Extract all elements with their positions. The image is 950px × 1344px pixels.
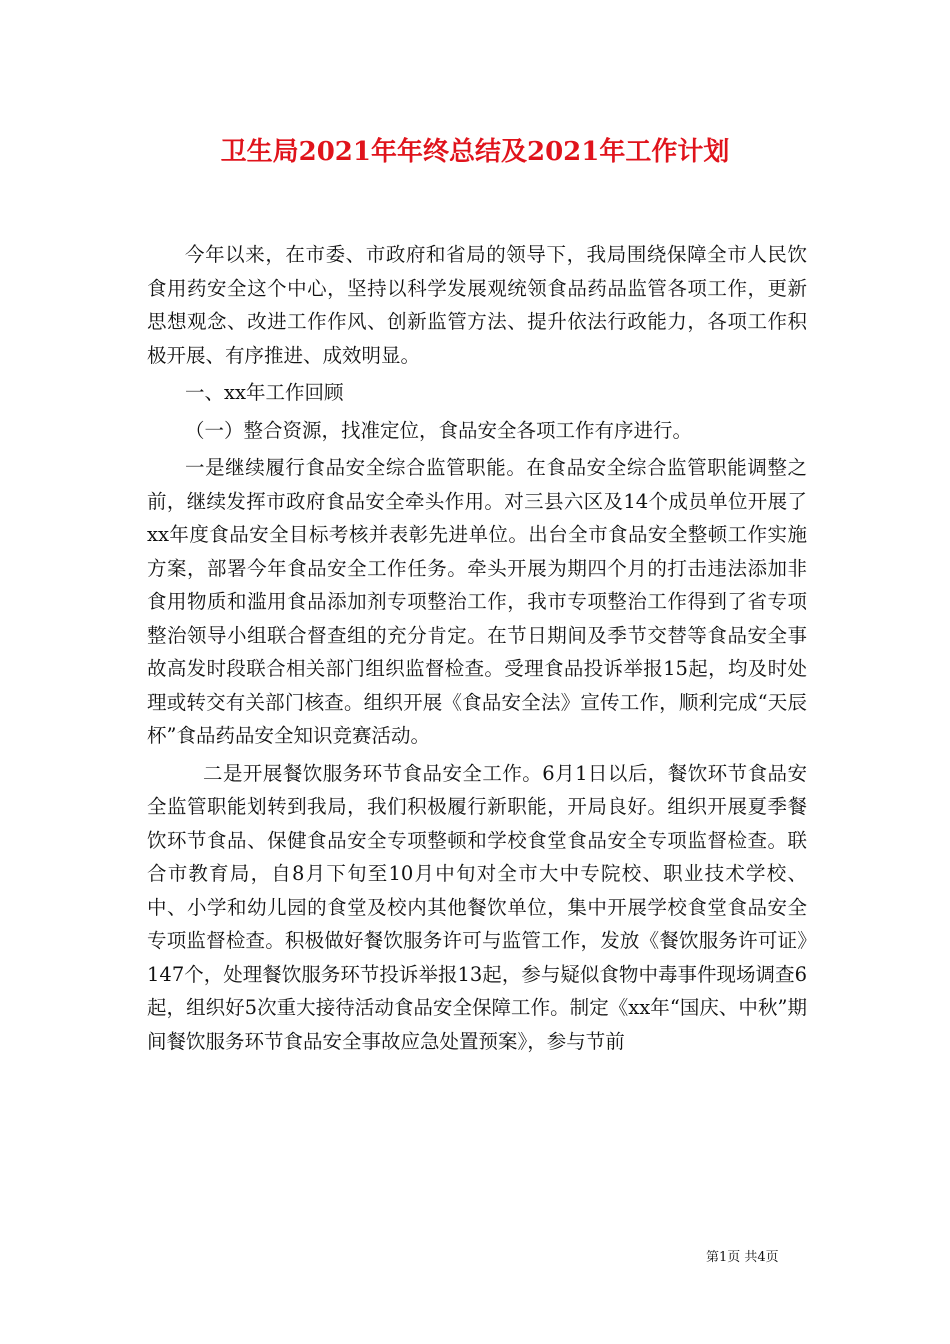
body-paragraph-food-safety-coordination: 一是继续履行食品安全综合监管职能。在食品安全综合监管职能调整之前，继续发挥市政府食品安全牵头作用。对三县六区及14个成员单位开展了xx年度食品安全目标考核并表彰先进单位。出台全市食品安全整顿工作实施方案，部署今年食品安全工作任务。牵头开展为期四个月的打击违法添加非食用物质和滥用食品添加剂专项整治工作，我市专项整治工作得到了省专项整治领导小组联合督查组的充分肯定。在节日期间及季节交替等食品安全事故高发时段联合相关部门组织监督检查。受理食品投诉举报15起，均及时处理或转交有关部门核查。组织开展《食品安全法》宣传工作，顺利完成“天辰杯”食品药品安全知识竞赛活动。 (147, 456, 807, 747)
page-number: 第1页 共4页 (706, 1250, 779, 1265)
page-title: 卫生局2021年年终总结及2021年工作计划 (220, 137, 730, 167)
subsection-heading: （一）整合资源，找准定位，食品安全各项工作有序进行。 (185, 418, 693, 442)
section-heading: 一、xx年工作回顾 (185, 381, 344, 404)
intro-paragraph: 今年以来，在市委、市政府和省局的领导下，我局围绕保障全市人民饮食用药安全这个中心，坚持以科学发展观统领食品药品监管各项工作，更新思想观念、改进工作作风、创新监管方法、提升依法行政能力，各项工作积极开展、有序推进、成效明显。 (147, 243, 807, 367)
body-paragraph-catering-safety: 二是开展餐饮服务环节食品安全工作。6月1日以后，餐饮环节食品安全监管职能划转到我局，我们积极履行新职能，开局良好。组织开展夏季餐饮环节食品、保健食品安全专项整顿和学校食堂食品安全专项监督检查。联合市教育局，自8月下旬至10月中旬对全市大中专院校、职业技术学校、中、小学和幼儿园的食堂及校内其他餐饮单位，集中开展学校食堂食品安全专项监督检查。积极做好餐饮服务许可与监管工作，发放《餐饮服务许可证》147个，处理餐饮服务环节投诉举报13起，参与疑似食物中毒事件现场调查6起，组织好5次重大接待活动食品安全保障工作。制定《xx年“国庆、中秋”期间餐饮服务环节食品安全事故应急处置预案》，参与节前 (147, 761, 807, 1053)
document-body (147, 238, 807, 1062)
